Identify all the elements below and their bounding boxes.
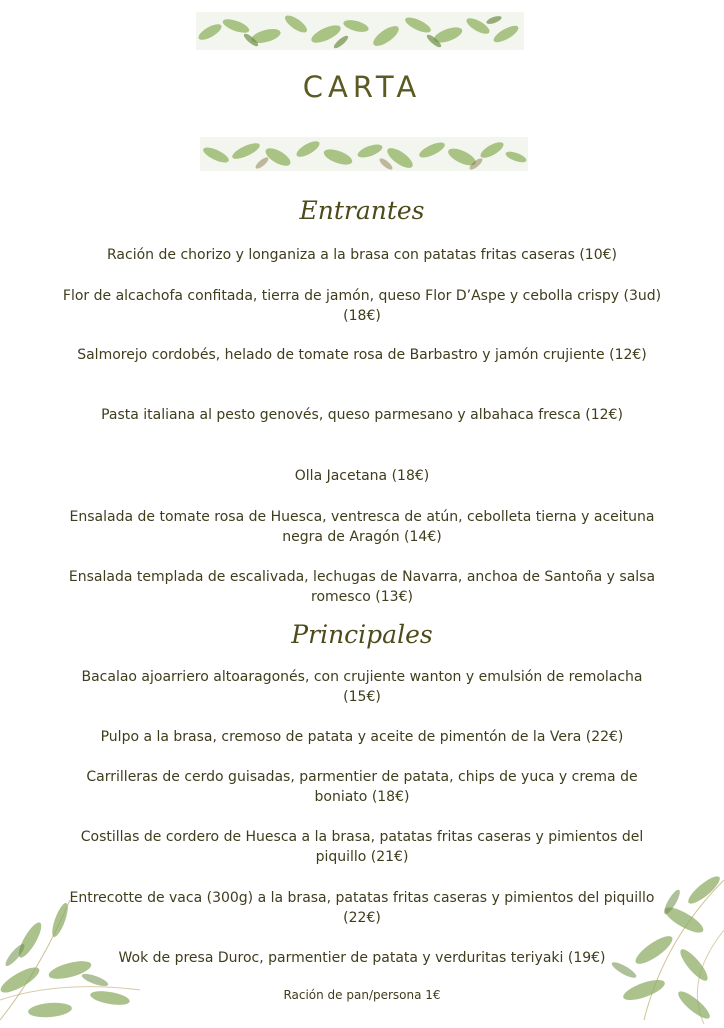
section-title-principales: Principales xyxy=(291,620,433,649)
dish-item: Costillas de cordero de Huesca a la brasa, patatas fritas caseras y pimientos del piquillo (21€) xyxy=(80,829,644,865)
dish-item: Pasta italiana al pesto genovés, queso parmesano y albahaca fresca (12€) xyxy=(101,407,623,423)
dish-item: Bacalao ajoarriero altoaragonés, con crujiente wanton y emulsión de remolacha (15€) xyxy=(81,669,643,705)
dish-item: Ensalada de tomate rosa de Huesca, ventresca de atún, cebolleta tierna y aceituna negra de Aragón (14€) xyxy=(69,509,655,545)
section-title-entrantes: Entrantes xyxy=(299,196,425,225)
dish-item: Entrecotte de vaca (300g) a la brasa, patatas fritas caseras y pimientos del piquillo (22€) xyxy=(69,890,655,926)
dish-item: Carrilleras de cerdo guisadas, parmentier de patata, chips de yuca y crema de boniato (18€) xyxy=(86,769,638,805)
dish-item: Flor de alcachofa confitada, tierra de jamón, queso Flor D’Aspe y cebolla crispy (3ud) (18€) xyxy=(62,288,662,324)
bottom-right-foliage xyxy=(584,870,724,1028)
dish-item: Olla Jacetana (18€) xyxy=(294,468,430,484)
middle-leaf-garland xyxy=(200,137,528,171)
bottom-left-foliage xyxy=(0,880,150,1028)
dish-item: Pulpo a la brasa, cremoso de patata y aceite de pimentón de la Vera (22€) xyxy=(100,729,624,745)
dish-item: Wok de presa Duroc, parmentier de patata y verduritas teriyaki (19€) xyxy=(118,950,606,966)
top-leaf-garland xyxy=(196,12,524,50)
dish-item: Ración de chorizo y longaniza a la brasa con patatas fritas caseras (10€) xyxy=(107,247,617,263)
dish-item: Salmorejo cordobés, helado de tomate rosa de Barbastro y jamón crujiente (12€) xyxy=(77,347,647,363)
bread-note: Ración de pan/persona 1€ xyxy=(283,988,441,1002)
menu-title: CARTA xyxy=(302,70,422,104)
dish-item: Ensalada templada de escalivada, lechugas de Navarra, anchoa de Santoña y salsa romesco (13€) xyxy=(68,569,656,605)
